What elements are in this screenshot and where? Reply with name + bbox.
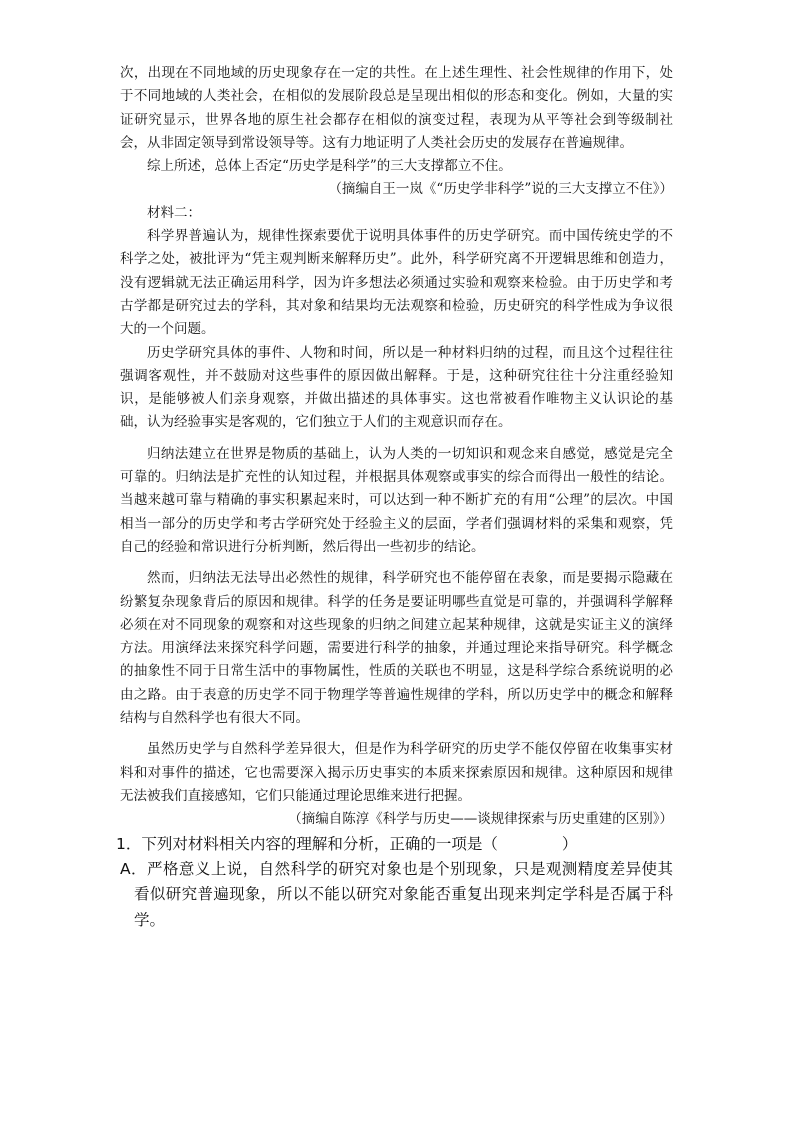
question-stem <box>116 832 673 857</box>
material1-conclusion: 综上所述，总体上否定“历史学是科学”的三大支撑都立不住。 <box>147 158 512 175</box>
material2-paragraph: 科学界普遍认为，规律性探索要优于说明具体事件的历史学研究。而中国传统史学的不科学之处，被批评为“凭主观判断来解释历史”。此外，科学研究离不开逻辑思维和创造力，没有逻辑就无法正确运用科学，因为许多想法必须通过实验和观察来检验。由于历史学和考古学都是研究过去的学科，其对象和结果均无法观察和检验，历史研究的科学性成为争议很大的一个问题。 <box>120 228 673 338</box>
material2-source: （摘编自陈淳《科学与历史——谈规律探索与历史重建的区别》） <box>288 811 673 828</box>
question-text-end: ） <box>561 834 578 853</box>
material2-paragraph: 历史学研究具体的事件、人物和时间，所以是一种材料归纳的过程，而且这个过程往往强调客观性，并不鼓励对这些事件的原因做出解释。于是，这种研究往往十分注重经验知识，是能够被人们亲身观察，并做出描述的具体事实。这也常被看作唯物主义认识论的基础，认为经验事实是客观的，它们独立于人们的主观意识而存在。 <box>120 344 673 431</box>
material1-paragraph-end: 次，出现在不同地域的历史现象存在一定的共性。在上述生理性、社会性规律的作用下，处于不同地域的人类社会，在相似的发展阶段总是呈现出相似的形态和变化。例如，大量的实证研究显示，世界各地的原生社会都存在相似的演变过程，表现为从平等社会到等级制社会，从非固定领导到常设领导等。这有力地证明了人类社会历史的发展存在普遍规律。 <box>120 65 673 151</box>
option-a[interactable] <box>120 857 673 934</box>
option-label: A． <box>120 859 148 878</box>
material2-paragraph: 然而，归纳法无法导出必然性的规律，科学研究也不能停留在表象，而是要揭示隐藏在纷繁复杂现象背后的原因和规律。科学的任务是要证明哪些直觉是可靠的，并强调科学解释必须在对不同现象的观察和对这些现象的归纳之间建立起某种规律，这就是实证主义的演绎方法。用演绎法来探究科学问题，需要进行科学的抽象，并通过理论来指导研究。科学概念的抽象性不同于日常生活中的事物属性，性质的关联也不明显，这是科学综合系统说明的必由之路。由于表意的历史学不同于物理学等普遍性规律的学科，所以历史学中的概念和解释结构与自然科学也有很大不同。 <box>120 570 673 727</box>
page-content <box>116 62 673 933</box>
question-text: 下列对材料相关内容的理解和分析，正确的一项是（ <box>141 834 498 853</box>
material2-label: 材料二： <box>147 204 201 221</box>
option-text: 严格意义上说，自然科学的研究对象也是个别现象，只是观测精度差异使其看似研究普遍现象，所以不能以研究对象能否重复出现来判定学科是否属于科学。 <box>134 859 673 929</box>
material2-paragraph: 虽然历史学与自然科学差异很大，但是作为科学研究的历史学不能仅停留在收集事实材料和对事件的描述，它也需要深入揭示历史事实的本质来探索原因和规律。这种原因和规律无法被我们直接感知，它们只能通过理论思维来进行把握。 <box>120 741 673 804</box>
material1-source: （摘编自王一岚《“历史学非科学”说的三大支撑立不住》） <box>328 181 673 198</box>
question-number: 1． <box>116 834 142 853</box>
material2-paragraph: 归纳法建立在世界是物质的基础上，认为人类的一切知识和观念来自感觉，感觉是完全可靠的。归纳法是扩充性的认知过程，并根据具体观察或事实的综合而得出一般性的结论。当越来越可靠与精确的事实积累起来时，可以达到一种不断扩充的有用“公理”的层次。中国相当一部分的历史学和考古学研究处于经验主义的层面，学者们强调材料的采集和观察，凭自己的经验和常识进行分析判断，然后得出一些初步的结论。 <box>120 445 673 555</box>
